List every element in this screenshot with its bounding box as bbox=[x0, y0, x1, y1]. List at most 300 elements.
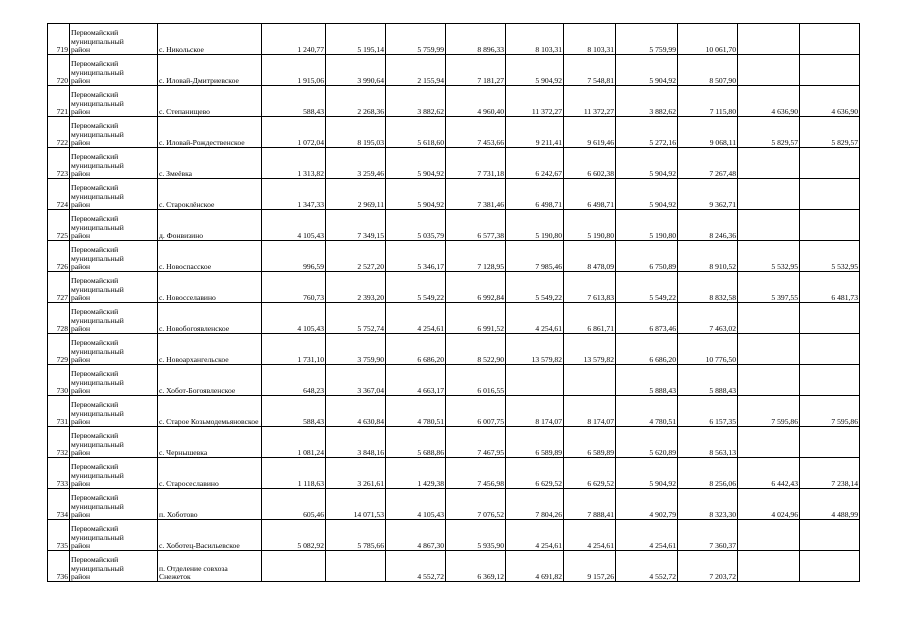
value-cell bbox=[800, 148, 860, 179]
value-cell: 5 935,90 bbox=[446, 520, 506, 551]
value-cell: 4 960,40 bbox=[446, 86, 506, 117]
table-row bbox=[48, 272, 860, 303]
district-line: муниципальный bbox=[71, 532, 124, 542]
value-cell: 6 873,46 bbox=[616, 303, 678, 334]
district-line: район bbox=[71, 385, 91, 395]
value-cell: 996,59 bbox=[262, 241, 326, 272]
row-number: 727 bbox=[48, 272, 70, 303]
value-cell: 4 254,61 bbox=[616, 520, 678, 551]
value-cell: 2 268,36 bbox=[326, 86, 386, 117]
value-cell: 5 272,16 bbox=[616, 117, 678, 148]
value-cell bbox=[262, 551, 326, 582]
value-cell: 5 759,99 bbox=[616, 24, 678, 55]
value-cell: 5 549,22 bbox=[506, 272, 564, 303]
value-cell: 1 240,77 bbox=[262, 24, 326, 55]
locality-cell: д. Фонвизино bbox=[158, 210, 262, 241]
value-cell bbox=[738, 334, 800, 365]
value-cell: 6 861,71 bbox=[564, 303, 616, 334]
row-number: 726 bbox=[48, 241, 70, 272]
district-line: муниципальный bbox=[71, 501, 124, 511]
value-cell: 13 579,82 bbox=[506, 334, 564, 365]
value-cell: 5 532,95 bbox=[738, 241, 800, 272]
value-cell: 6 577,38 bbox=[446, 210, 506, 241]
value-cell: 4 254,61 bbox=[386, 303, 446, 334]
value-cell: 760,73 bbox=[262, 272, 326, 303]
row-number: 722 bbox=[48, 117, 70, 148]
value-cell: 5 688,86 bbox=[386, 427, 446, 458]
value-cell: 1 429,38 bbox=[386, 458, 446, 489]
tariff-table bbox=[47, 23, 860, 582]
row-number: 734 bbox=[48, 489, 70, 520]
value-cell: 3 261,61 bbox=[326, 458, 386, 489]
value-cell: 8 323,30 bbox=[678, 489, 738, 520]
district-line: муниципальный bbox=[71, 222, 124, 232]
value-cell: 6 157,35 bbox=[678, 396, 738, 427]
value-cell bbox=[738, 148, 800, 179]
district-line: район bbox=[71, 416, 91, 426]
locality-cell: с. Змеёвка bbox=[158, 148, 262, 179]
row-number: 721 bbox=[48, 86, 70, 117]
district-cell bbox=[70, 117, 158, 148]
district-line: Первомайский bbox=[71, 400, 119, 410]
value-cell: 7 467,95 bbox=[446, 427, 506, 458]
value-cell: 5 532,95 bbox=[800, 241, 860, 272]
value-cell: 11 372,27 bbox=[564, 86, 616, 117]
row-number: 735 bbox=[48, 520, 70, 551]
value-cell bbox=[800, 55, 860, 86]
value-cell: 4 105,43 bbox=[386, 489, 446, 520]
value-cell: 8 103,31 bbox=[506, 24, 564, 55]
district-line: муниципальный bbox=[71, 253, 124, 263]
locality-cell: с. Иловай-Дмитриевское bbox=[158, 55, 262, 86]
district-line: район bbox=[71, 199, 91, 209]
value-cell: 588,43 bbox=[262, 86, 326, 117]
district-line: муниципальный bbox=[71, 346, 124, 356]
value-cell: 6 686,20 bbox=[616, 334, 678, 365]
district-line: Первомайский bbox=[71, 555, 119, 565]
value-cell: 7 349,15 bbox=[326, 210, 386, 241]
table-row bbox=[48, 520, 860, 551]
value-cell: 3 367,04 bbox=[326, 365, 386, 396]
table-row bbox=[48, 55, 860, 86]
value-cell: 1 731,10 bbox=[262, 334, 326, 365]
value-cell bbox=[800, 303, 860, 334]
value-cell: 4 636,90 bbox=[800, 86, 860, 117]
value-cell bbox=[738, 55, 800, 86]
value-cell: 5 904,92 bbox=[386, 179, 446, 210]
district-line: муниципальный bbox=[71, 563, 124, 573]
row-number: 733 bbox=[48, 458, 70, 489]
row-number: 732 bbox=[48, 427, 70, 458]
table-row bbox=[48, 24, 860, 55]
district-line: Первомайский bbox=[71, 431, 119, 441]
district-line: муниципальный bbox=[71, 315, 124, 325]
district-line: Первомайский bbox=[71, 462, 119, 472]
value-cell: 4 105,43 bbox=[262, 303, 326, 334]
district-cell bbox=[70, 210, 158, 241]
value-cell bbox=[738, 24, 800, 55]
value-cell: 8 174,07 bbox=[506, 396, 564, 427]
value-cell bbox=[738, 303, 800, 334]
value-cell: 9 362,71 bbox=[678, 179, 738, 210]
value-cell: 5 195,14 bbox=[326, 24, 386, 55]
value-cell bbox=[800, 210, 860, 241]
value-cell: 13 579,82 bbox=[564, 334, 616, 365]
value-cell: 6 602,38 bbox=[564, 148, 616, 179]
value-cell: 648,23 bbox=[262, 365, 326, 396]
district-cell bbox=[70, 179, 158, 210]
locality-cell: с. Иловай-Рождественское bbox=[158, 117, 262, 148]
value-cell bbox=[738, 551, 800, 582]
table-row bbox=[48, 86, 860, 117]
district-line: район bbox=[71, 323, 91, 333]
district-line: Первомайский bbox=[71, 524, 119, 534]
district-cell bbox=[70, 148, 158, 179]
row-number: 728 bbox=[48, 303, 70, 334]
value-cell: 4 691,82 bbox=[506, 551, 564, 582]
value-cell: 1 072,04 bbox=[262, 117, 326, 148]
locality-cell: с. Чернышевка bbox=[158, 427, 262, 458]
value-cell bbox=[800, 365, 860, 396]
value-cell: 5 759,99 bbox=[386, 24, 446, 55]
value-cell: 4 254,61 bbox=[506, 520, 564, 551]
value-cell: 6 442,43 bbox=[738, 458, 800, 489]
value-cell: 4 552,72 bbox=[616, 551, 678, 582]
value-cell: 3 882,62 bbox=[616, 86, 678, 117]
district-line: Первомайский bbox=[71, 59, 119, 69]
value-cell: 9 211,41 bbox=[506, 117, 564, 148]
value-cell: 7 360,37 bbox=[678, 520, 738, 551]
value-cell bbox=[738, 179, 800, 210]
district-line: муниципальный bbox=[71, 284, 124, 294]
value-cell bbox=[326, 551, 386, 582]
value-cell bbox=[564, 365, 616, 396]
value-cell bbox=[800, 520, 860, 551]
district-line: муниципальный bbox=[71, 67, 124, 77]
value-cell: 9 157,26 bbox=[564, 551, 616, 582]
table-row bbox=[48, 148, 860, 179]
district-cell bbox=[70, 520, 158, 551]
district-line: Первомайский bbox=[71, 369, 119, 379]
row-number: 719 bbox=[48, 24, 70, 55]
value-cell: 4 663,17 bbox=[386, 365, 446, 396]
value-cell bbox=[738, 427, 800, 458]
value-cell: 1 347,33 bbox=[262, 179, 326, 210]
value-cell: 5 829,57 bbox=[800, 117, 860, 148]
table-row bbox=[48, 334, 860, 365]
value-cell bbox=[738, 365, 800, 396]
value-cell: 5 549,22 bbox=[616, 272, 678, 303]
district-line: Первомайский bbox=[71, 276, 119, 286]
value-cell: 4 105,43 bbox=[262, 210, 326, 241]
district-cell bbox=[70, 303, 158, 334]
table-row bbox=[48, 427, 860, 458]
district-line: Первомайский bbox=[71, 152, 119, 162]
district-line: Первомайский bbox=[71, 245, 119, 255]
value-cell: 6 498,71 bbox=[506, 179, 564, 210]
value-cell: 5 888,43 bbox=[678, 365, 738, 396]
value-cell: 5 904,92 bbox=[616, 458, 678, 489]
table-row bbox=[48, 551, 860, 582]
value-cell: 7 453,66 bbox=[446, 117, 506, 148]
district-line: муниципальный bbox=[71, 439, 124, 449]
district-line: Первомайский bbox=[71, 493, 119, 503]
value-cell: 7 456,98 bbox=[446, 458, 506, 489]
value-cell: 6 589,89 bbox=[564, 427, 616, 458]
district-line: район bbox=[71, 540, 91, 550]
value-cell: 8 507,90 bbox=[678, 55, 738, 86]
district-line: район bbox=[71, 478, 91, 488]
row-number: 724 bbox=[48, 179, 70, 210]
locality-cell: с. Степанищево bbox=[158, 86, 262, 117]
value-cell: 6 992,84 bbox=[446, 272, 506, 303]
value-cell: 6 589,89 bbox=[506, 427, 564, 458]
value-cell: 8 246,36 bbox=[678, 210, 738, 241]
district-line: район bbox=[71, 75, 91, 85]
district-cell bbox=[70, 458, 158, 489]
value-cell bbox=[506, 365, 564, 396]
district-line: Первомайский bbox=[71, 338, 119, 348]
value-cell: 7 203,72 bbox=[678, 551, 738, 582]
table-row bbox=[48, 489, 860, 520]
district-line: район bbox=[71, 571, 91, 581]
district-cell bbox=[70, 396, 158, 427]
district-line: муниципальный bbox=[71, 98, 124, 108]
row-number: 731 bbox=[48, 396, 70, 427]
locality-cell: п. Отделение совхоза Снежеток bbox=[158, 551, 262, 582]
value-cell: 1 118,63 bbox=[262, 458, 326, 489]
value-cell: 5 904,92 bbox=[616, 55, 678, 86]
row-number: 729 bbox=[48, 334, 70, 365]
value-cell: 8 522,90 bbox=[446, 334, 506, 365]
value-cell: 8 174,07 bbox=[564, 396, 616, 427]
district-cell bbox=[70, 365, 158, 396]
district-line: район bbox=[71, 509, 91, 519]
value-cell bbox=[800, 334, 860, 365]
value-cell: 5 904,92 bbox=[386, 148, 446, 179]
value-cell: 5 549,22 bbox=[386, 272, 446, 303]
district-cell bbox=[70, 427, 158, 458]
value-cell: 5 618,60 bbox=[386, 117, 446, 148]
value-cell: 6 629,52 bbox=[564, 458, 616, 489]
district-line: район bbox=[71, 447, 91, 457]
value-cell: 6 686,20 bbox=[386, 334, 446, 365]
district-line: Первомайский bbox=[71, 307, 119, 317]
district-line: район bbox=[71, 137, 91, 147]
value-cell: 6 991,52 bbox=[446, 303, 506, 334]
row-number: 720 bbox=[48, 55, 70, 86]
value-cell: 5 190,80 bbox=[506, 210, 564, 241]
value-cell: 5 904,92 bbox=[506, 55, 564, 86]
value-cell: 6 629,52 bbox=[506, 458, 564, 489]
locality-cell: с. Хобот-Богоявленское bbox=[158, 365, 262, 396]
district-line: муниципальный bbox=[71, 36, 124, 46]
district-line: район bbox=[71, 261, 91, 271]
value-cell: 9 068,11 bbox=[678, 117, 738, 148]
locality-cell: с. Новоархангельское bbox=[158, 334, 262, 365]
row-number: 725 bbox=[48, 210, 70, 241]
value-cell: 5 904,92 bbox=[616, 179, 678, 210]
value-cell: 3 259,46 bbox=[326, 148, 386, 179]
value-cell bbox=[738, 210, 800, 241]
value-cell: 5 082,92 bbox=[262, 520, 326, 551]
value-cell: 8 563,13 bbox=[678, 427, 738, 458]
district-line: муниципальный bbox=[71, 191, 124, 201]
district-line: Первомайский bbox=[71, 28, 119, 38]
district-cell bbox=[70, 55, 158, 86]
value-cell: 8 910,52 bbox=[678, 241, 738, 272]
district-line: район bbox=[71, 292, 91, 302]
value-cell: 5 035,79 bbox=[386, 210, 446, 241]
value-cell: 14 071,53 bbox=[326, 489, 386, 520]
row-number: 736 bbox=[48, 551, 70, 582]
district-line: муниципальный bbox=[71, 160, 124, 170]
value-cell: 7 804,26 bbox=[506, 489, 564, 520]
value-cell: 5 190,80 bbox=[616, 210, 678, 241]
value-cell: 8 103,31 bbox=[564, 24, 616, 55]
value-cell: 4 630,84 bbox=[326, 396, 386, 427]
value-cell: 4 636,90 bbox=[738, 86, 800, 117]
district-line: муниципальный bbox=[71, 470, 124, 480]
value-cell: 7 613,83 bbox=[564, 272, 616, 303]
value-cell: 7 463,02 bbox=[678, 303, 738, 334]
value-cell: 9 619,46 bbox=[564, 117, 616, 148]
value-cell: 4 254,61 bbox=[564, 520, 616, 551]
value-cell: 5 752,74 bbox=[326, 303, 386, 334]
value-cell: 6 007,75 bbox=[446, 396, 506, 427]
value-cell: 4 488,99 bbox=[800, 489, 860, 520]
value-cell: 7 595,86 bbox=[738, 396, 800, 427]
value-cell: 8 195,03 bbox=[326, 117, 386, 148]
value-cell: 1 081,24 bbox=[262, 427, 326, 458]
value-cell bbox=[800, 179, 860, 210]
table-row bbox=[48, 241, 860, 272]
value-cell: 2 393,20 bbox=[326, 272, 386, 303]
value-cell: 6 242,67 bbox=[506, 148, 564, 179]
district-cell bbox=[70, 86, 158, 117]
district-cell bbox=[70, 24, 158, 55]
value-cell: 7 595,86 bbox=[800, 396, 860, 427]
value-cell: 7 985,46 bbox=[506, 241, 564, 272]
district-line: Первомайский bbox=[71, 214, 119, 224]
value-cell: 6 481,73 bbox=[800, 272, 860, 303]
value-cell bbox=[738, 520, 800, 551]
district-line: район bbox=[71, 168, 91, 178]
district-line: Первомайский bbox=[71, 183, 119, 193]
value-cell: 10 061,70 bbox=[678, 24, 738, 55]
locality-cell: с. Новобогоявленское bbox=[158, 303, 262, 334]
district-line: район bbox=[71, 230, 91, 240]
locality-cell: с. Староклёнское bbox=[158, 179, 262, 210]
value-cell: 6 016,55 bbox=[446, 365, 506, 396]
value-cell: 5 785,66 bbox=[326, 520, 386, 551]
district-line: Первомайский bbox=[71, 121, 119, 131]
locality-cell: с. Старое Козьмодемьяновское bbox=[158, 396, 262, 427]
value-cell: 3 990,64 bbox=[326, 55, 386, 86]
table-row bbox=[48, 179, 860, 210]
value-cell: 5 346,17 bbox=[386, 241, 446, 272]
value-cell: 6 750,89 bbox=[616, 241, 678, 272]
value-cell: 5 829,57 bbox=[738, 117, 800, 148]
value-cell: 4 254,61 bbox=[506, 303, 564, 334]
district-line: муниципальный bbox=[71, 408, 124, 418]
value-cell: 7 238,14 bbox=[800, 458, 860, 489]
district-cell bbox=[70, 241, 158, 272]
locality-cell: с. Хоботец-Васильевское bbox=[158, 520, 262, 551]
value-cell: 10 776,50 bbox=[678, 334, 738, 365]
value-cell: 4 780,51 bbox=[386, 396, 446, 427]
district-line: Первомайский bbox=[71, 90, 119, 100]
table-row bbox=[48, 458, 860, 489]
value-cell: 6 498,71 bbox=[564, 179, 616, 210]
value-cell: 8 832,58 bbox=[678, 272, 738, 303]
value-cell: 7 076,52 bbox=[446, 489, 506, 520]
value-cell: 7 888,41 bbox=[564, 489, 616, 520]
table-row bbox=[48, 365, 860, 396]
locality-cell: с. Старосеславино bbox=[158, 458, 262, 489]
district-cell bbox=[70, 334, 158, 365]
value-cell: 8 896,33 bbox=[446, 24, 506, 55]
value-cell: 4 024,96 bbox=[738, 489, 800, 520]
locality-cell: с. Новоспасское bbox=[158, 241, 262, 272]
table-body bbox=[48, 24, 860, 582]
row-number: 723 bbox=[48, 148, 70, 179]
value-cell: 4 902,79 bbox=[616, 489, 678, 520]
table-row bbox=[48, 303, 860, 334]
value-cell: 8 256,06 bbox=[678, 458, 738, 489]
district-line: район bbox=[71, 354, 91, 364]
value-cell: 3 759,90 bbox=[326, 334, 386, 365]
value-cell: 1 915,06 bbox=[262, 55, 326, 86]
value-cell: 2 527,20 bbox=[326, 241, 386, 272]
district-line: муниципальный bbox=[71, 377, 124, 387]
value-cell: 5 620,89 bbox=[616, 427, 678, 458]
value-cell: 5 190,80 bbox=[564, 210, 616, 241]
value-cell: 7 181,27 bbox=[446, 55, 506, 86]
value-cell bbox=[800, 551, 860, 582]
value-cell: 588,43 bbox=[262, 396, 326, 427]
district-cell bbox=[70, 551, 158, 582]
value-cell bbox=[800, 427, 860, 458]
locality-cell: с. Новосселавино bbox=[158, 272, 262, 303]
table-row bbox=[48, 396, 860, 427]
value-cell: 5 888,43 bbox=[616, 365, 678, 396]
value-cell: 11 372,27 bbox=[506, 86, 564, 117]
table-row bbox=[48, 210, 860, 241]
value-cell: 6 369,12 bbox=[446, 551, 506, 582]
value-cell: 2 155,94 bbox=[386, 55, 446, 86]
value-cell: 5 904,92 bbox=[616, 148, 678, 179]
district-line: район bbox=[71, 44, 91, 54]
value-cell: 5 397,55 bbox=[738, 272, 800, 303]
district-cell bbox=[70, 489, 158, 520]
locality-cell: п. Хоботово bbox=[158, 489, 262, 520]
value-cell: 7 267,48 bbox=[678, 148, 738, 179]
value-cell: 3 882,62 bbox=[386, 86, 446, 117]
value-cell: 7 548,81 bbox=[564, 55, 616, 86]
value-cell: 7 731,18 bbox=[446, 148, 506, 179]
value-cell: 605,46 bbox=[262, 489, 326, 520]
table-row bbox=[48, 117, 860, 148]
locality-cell: с. Никольское bbox=[158, 24, 262, 55]
value-cell: 4 867,30 bbox=[386, 520, 446, 551]
value-cell: 8 478,09 bbox=[564, 241, 616, 272]
value-cell: 7 381,46 bbox=[446, 179, 506, 210]
value-cell: 7 115,80 bbox=[678, 86, 738, 117]
row-number: 730 bbox=[48, 365, 70, 396]
district-line: район bbox=[71, 106, 91, 116]
value-cell: 2 969,11 bbox=[326, 179, 386, 210]
